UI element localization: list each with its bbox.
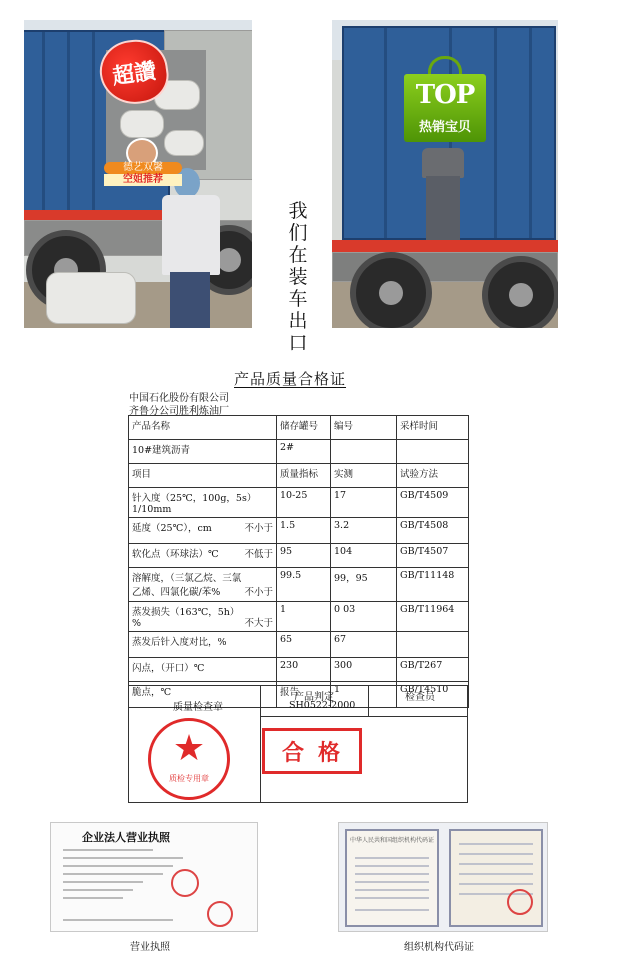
test-method: GB/T267 <box>397 658 469 682</box>
company-name-line2: 齐鲁分公司胜利炼油厂 <box>129 406 229 417</box>
table-row <box>129 602 469 632</box>
test-item <box>129 518 277 544</box>
test-item-name: 蒸发后针入度对比，% <box>132 637 227 648</box>
test-spec: 65 <box>277 632 331 658</box>
test-method: GB/T11148 <box>397 568 469 602</box>
table-row: 项目 质量指标 实测 试验方法 <box>129 464 469 488</box>
recommend-badge <box>104 138 182 185</box>
test-item <box>129 658 277 682</box>
table-row: 10#建筑沥青 2# <box>129 440 469 464</box>
test-item-name: 延度（25℃），cm <box>132 523 212 534</box>
seal-text: 质检专用章 <box>169 774 209 783</box>
org-code-caption: 组织机构代码证 <box>404 942 474 953</box>
test-measured: 1 <box>331 682 397 708</box>
test-method: GB/T4507 <box>397 544 469 568</box>
certificate-title: 产品质量合格证 <box>234 370 347 388</box>
test-item-name: 脆点，℃ <box>132 687 172 698</box>
table-row: 产品名称 储存罐号 编号 采样时间 <box>129 416 469 440</box>
table-row <box>129 518 469 544</box>
test-item-name: 蒸发损失（163℃，5h）% <box>132 607 240 629</box>
pass-stamp: 合格 <box>262 728 362 774</box>
business-license-image <box>50 822 258 932</box>
table-row <box>129 658 469 682</box>
table-row <box>129 568 469 602</box>
hot-item-text: 热销宝贝 <box>418 120 471 135</box>
test-item <box>129 602 277 632</box>
test-measured: 104 <box>331 544 397 568</box>
inspector-label: 检查员 <box>405 692 435 703</box>
company-name-line1: 中国石化股份有限公司 <box>129 393 229 404</box>
top-bag-badge <box>404 56 486 144</box>
test-item-limit: 不小于 <box>244 587 273 598</box>
test-item-name: 软化点（环球法）℃ <box>132 549 219 560</box>
test-measured: 17 <box>331 488 397 518</box>
test-spec: 95 <box>277 544 331 568</box>
verdict-standard: SH0522-2000 <box>289 700 356 711</box>
test-item-limit: 不小于 <box>244 523 273 534</box>
test-spec: 报告 <box>277 682 331 708</box>
top-badge-text: TOP <box>415 80 475 110</box>
quality-seal-stamp <box>148 718 230 800</box>
cargo-sack <box>46 272 136 324</box>
loading-caption: 我 们 在 装 车 出 口 <box>288 200 308 354</box>
test-measured: 0 03 <box>331 602 397 632</box>
test-item <box>129 632 277 658</box>
test-spec: 10-25 <box>277 488 331 518</box>
table-row <box>129 544 469 568</box>
test-spec: 99.5 <box>277 568 331 602</box>
quality-seal-label: 质量检查章 <box>173 702 223 713</box>
test-measured: 300 <box>331 658 397 682</box>
license-title: 企业法人营业执照 <box>82 831 170 844</box>
test-item <box>129 568 277 602</box>
table-row <box>129 632 469 658</box>
test-item-limit: 不低于 <box>244 549 273 560</box>
test-item-limit: 不大于 <box>244 618 273 629</box>
org-code-title: 中华人民共和国组织机构代码证 <box>349 837 434 844</box>
test-measured: 99，95 <box>331 568 397 602</box>
table-row <box>129 488 469 518</box>
test-method: GB/T4508 <box>397 518 469 544</box>
test-item-name: 针入度（25℃，100g，5s）1/10mm <box>132 493 257 515</box>
test-measured: 67 <box>331 632 397 658</box>
test-item <box>129 488 277 518</box>
star-icon: ★ <box>172 728 206 769</box>
org-code-certificate-image <box>338 822 548 932</box>
test-item-name: 溶解度，（三氯乙烷、三氯乙烯、四氯化碳/苯% <box>132 573 242 598</box>
test-method <box>397 632 469 658</box>
verdict-label: 产品判定 <box>294 692 334 703</box>
test-spec: 1 <box>277 602 331 632</box>
test-method: GB/T4509 <box>397 488 469 518</box>
test-measured: 3.2 <box>331 518 397 544</box>
test-method: GB/T4510 <box>397 682 469 708</box>
recommend-badge-line1: 德艺双馨 <box>104 162 182 174</box>
test-spec: 1.5 <box>277 518 331 544</box>
quality-table <box>128 415 469 708</box>
test-spec: 230 <box>277 658 331 682</box>
super-badge: 超讚 <box>96 36 172 109</box>
recommend-badge-line2: 空姐推荐 <box>104 174 182 186</box>
test-method: GB/T11964 <box>397 602 469 632</box>
test-item-name: 闪点，（开口）℃ <box>132 663 205 674</box>
test-item <box>129 544 277 568</box>
license-caption: 营业执照 <box>130 942 170 953</box>
